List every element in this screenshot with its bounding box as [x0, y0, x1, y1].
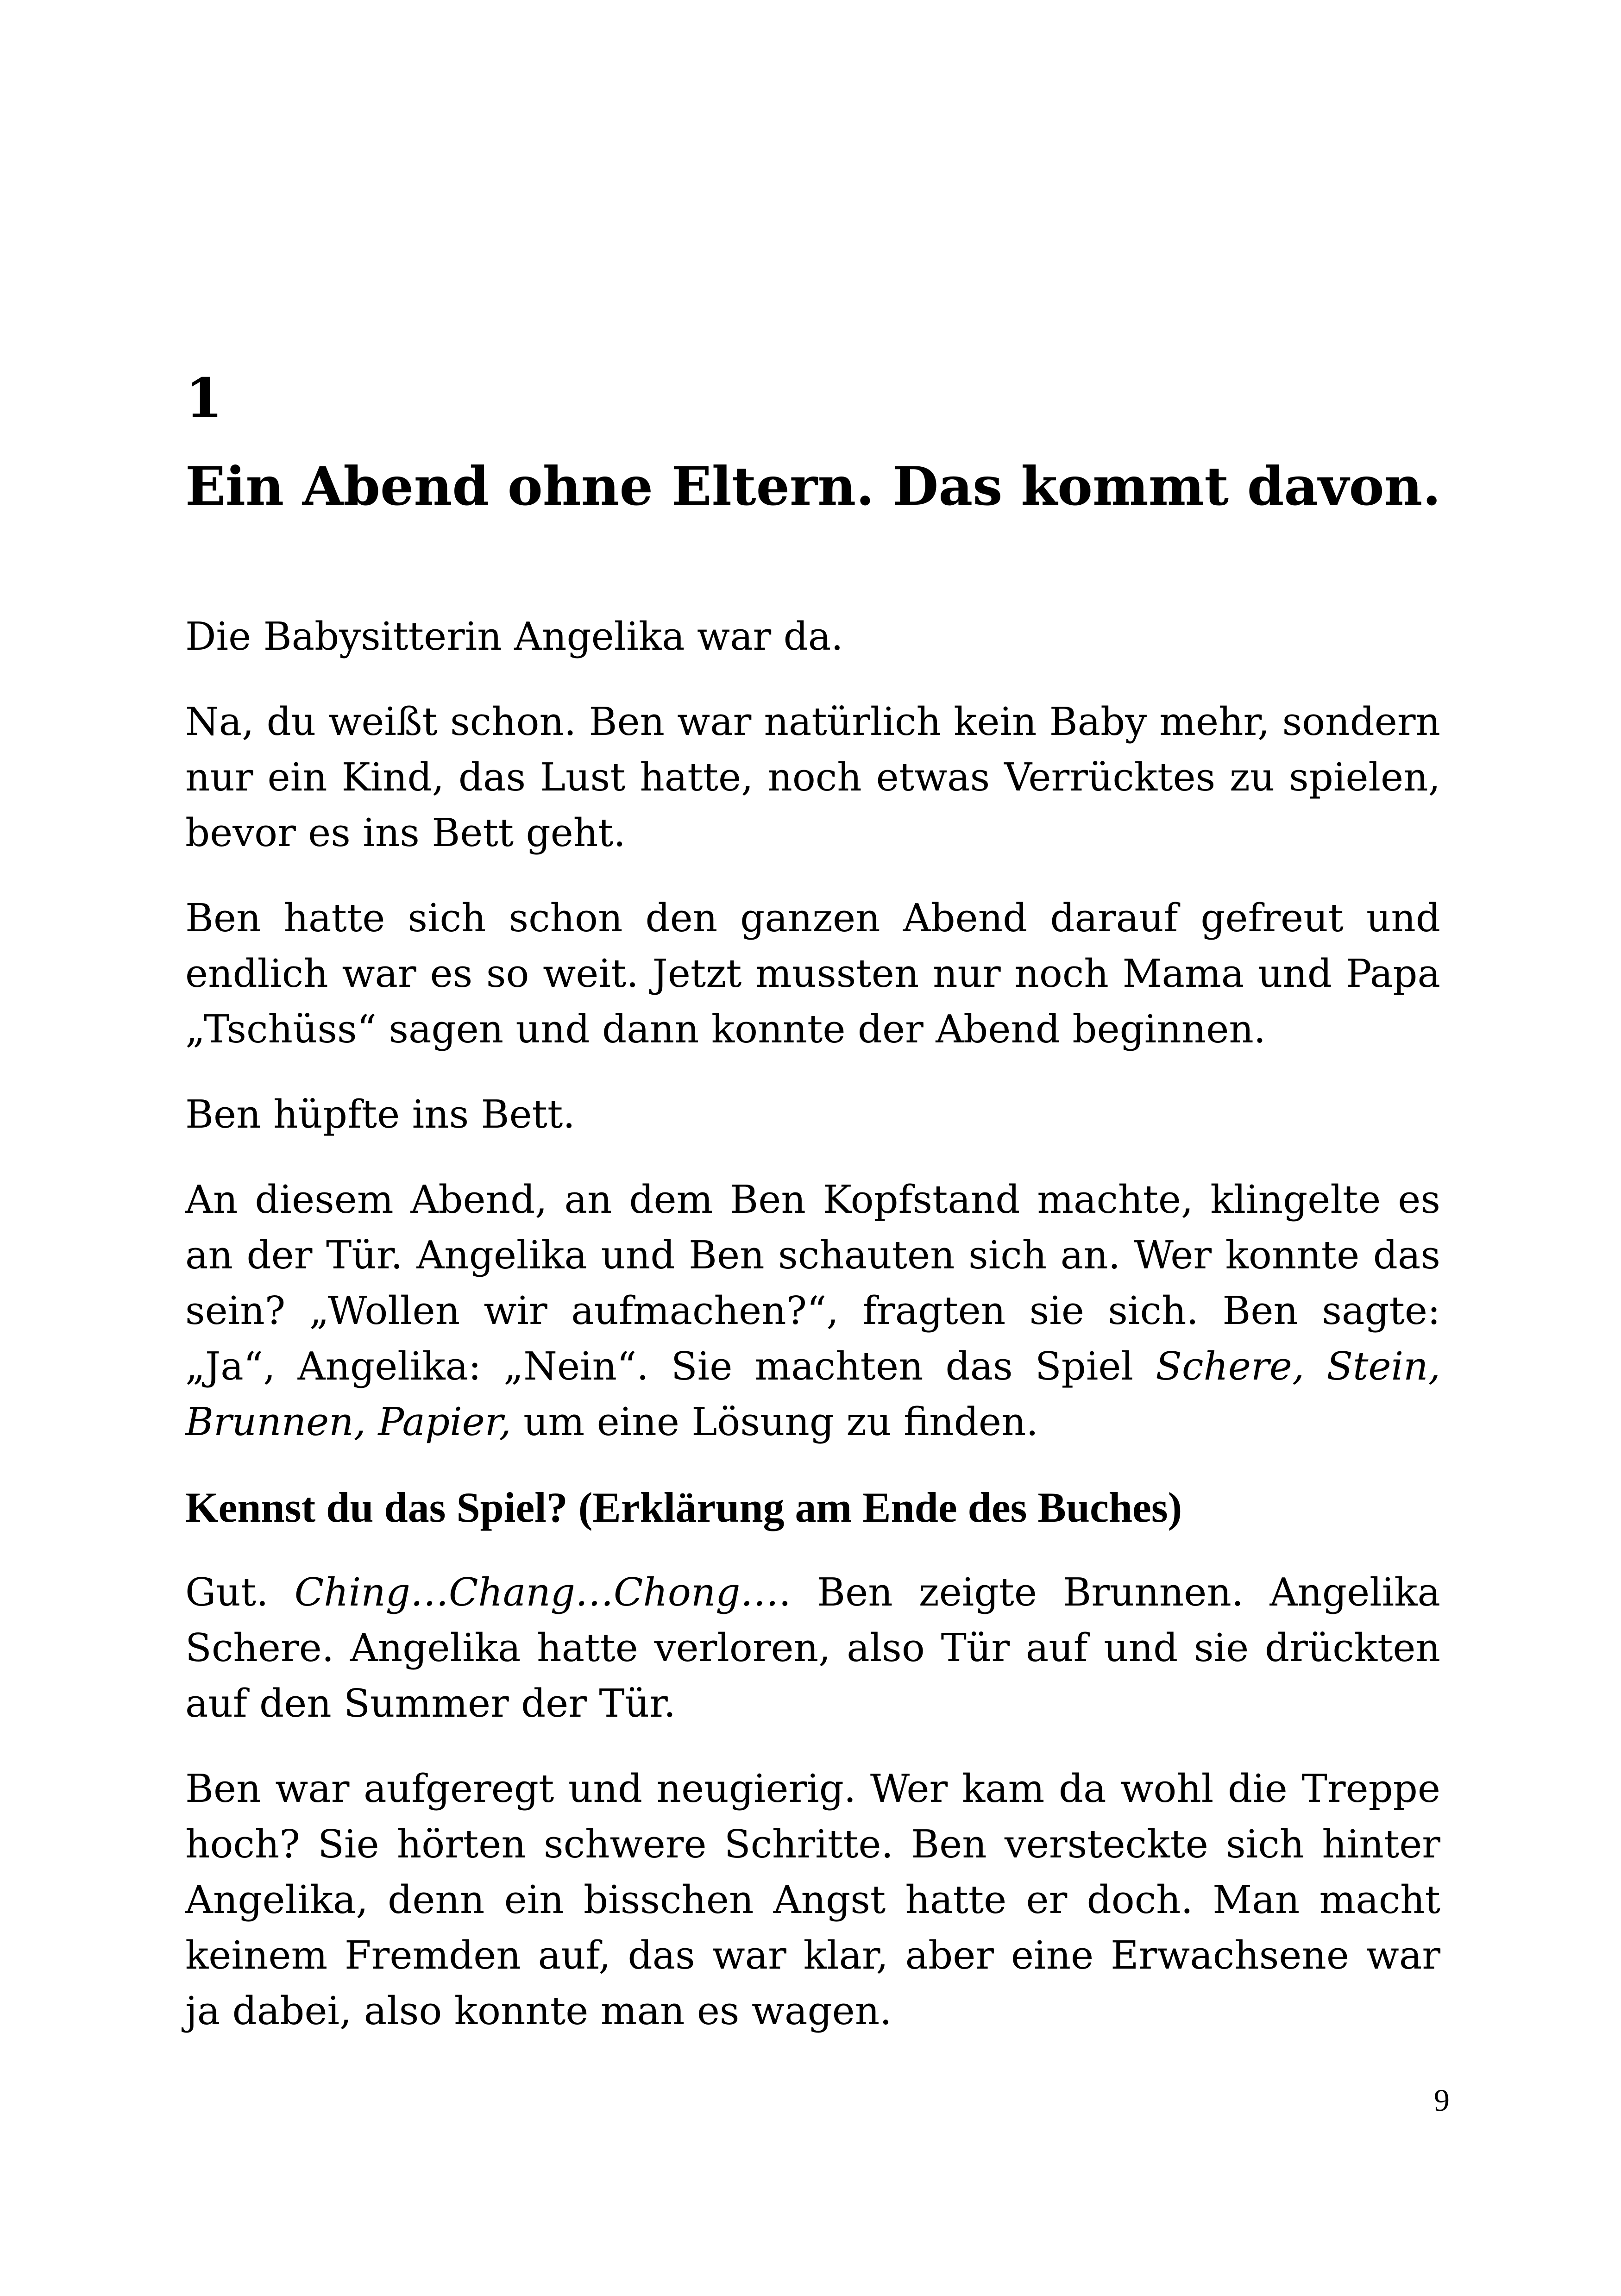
chapter-number: 1 [185, 367, 223, 430]
chapter-title: Ein Abend ohne Eltern. Das kommt davon. [185, 455, 1441, 517]
game-chant: Ching…Chang…Chong… [294, 1570, 779, 1615]
paragraph-3: Ben hatte sich schon den ganzen Abend darauf gefreut und endlich war es so weit. Jetzt mussten nur noch Mama und Papa „Tschüss“ sagen und dann konnte der Abend beginnen. [185, 896, 1440, 1052]
paragraph-4: Ben hüpfte ins Bett. [185, 1092, 575, 1137]
paragraph-2: Na, du weißt schon. Ben war natürlich kein Baby mehr, sondern nur ein Kind, das Lust hatte, noch etwas Verrücktes zu spielen, bevor es ins Bett geht. [185, 699, 1440, 855]
paragraph-7: Ben war aufgeregt und neugierig. Wer kam da wohl die Treppe hoch? Sie hörten schwere Schritte. Ben versteckte sich hinter Angelika, denn ein bisschen Angst hatte er doch. Man macht keinem Fremden auf, das war klar, aber eine Erwachsene war ja dabei, also konnte man es wagen. [185, 1766, 1440, 2033]
paragraph-5-text-end: um eine Lösung zu finden. [511, 1399, 1038, 1444]
paragraph-5 [185, 1172, 1440, 1450]
paragraph-6 [185, 1565, 1440, 1731]
paragraph-6-text-end: . Ben zeigte Brunnen. Angelika Schere. Angelika hatte verloren, also Tür auf und sie drückten auf den Summer der Tür. [185, 1570, 1440, 1726]
chapter-body [185, 609, 1440, 2069]
game-name: Schere, Stein, Brunnen, Papier, [185, 1344, 1440, 1444]
reader-question: Kennst du das Spiel? (Erklärung am Ende des Buches) [185, 1484, 1182, 1531]
paragraph-5-text-start: An diesem Abend, an dem Ben Kopfstand machte, klingelte es an der Tür. Angelika und Ben schauten sich an. Wer konnte das sein? „Wollen wir aufmachen?“, fragten sie sich. Ben sagte: „Ja“, Angelika: „Nein“. Sie machten das Spiel [185, 1177, 1440, 1389]
paragraph-1: Die Babysitterin Angelika war da. [185, 614, 843, 659]
page-number: 9 [1434, 2083, 1450, 2118]
paragraph-6-text-start: Gut. [185, 1570, 295, 1615]
